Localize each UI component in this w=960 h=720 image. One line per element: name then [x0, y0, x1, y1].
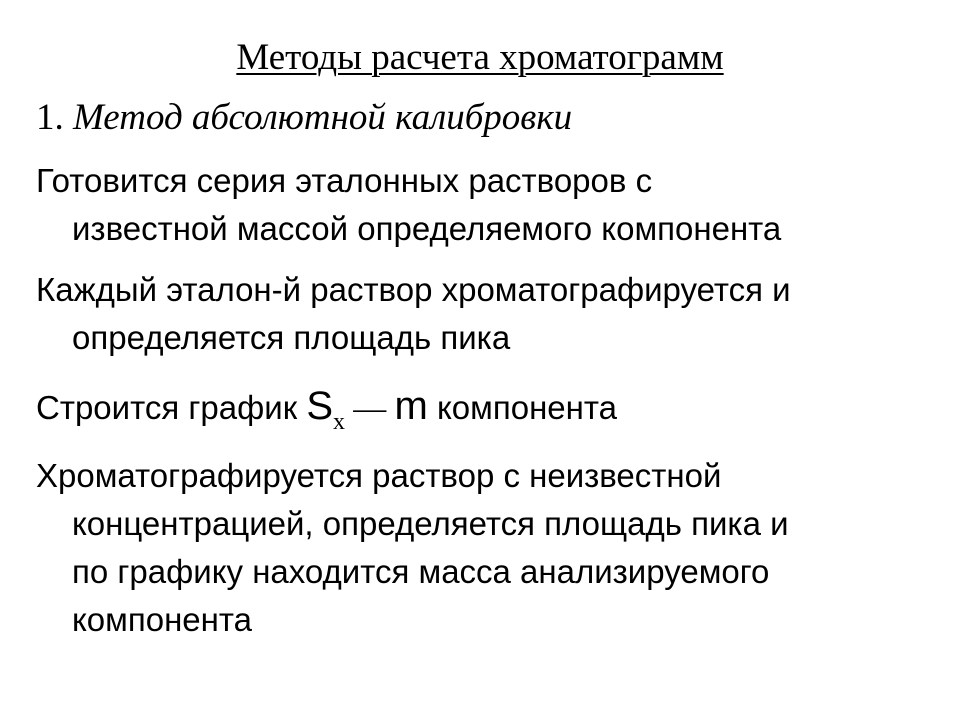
paragraph-line: определяется площадь пика: [72, 319, 511, 356]
paragraph-line: Каждый эталон-й раствор хроматографируется и: [36, 271, 791, 308]
paragraph-chromatograph-standards: [36, 266, 936, 362]
slide-title: Методы расчета хроматограмм: [236, 37, 724, 78]
paragraph-build-graph: [36, 382, 936, 436]
method-name: Метод абсолютной калибровки: [73, 97, 573, 138]
graph-suffix: компонента: [427, 389, 617, 426]
method-heading: [36, 96, 572, 140]
paragraph-line: Готовится серия эталонных растворов с: [36, 162, 653, 199]
paragraph-line: известной массой определяемого компонента: [72, 210, 782, 247]
paragraph-analyze-unknown: [36, 452, 936, 644]
paragraph-line: по графику находится масса анализируемого: [72, 553, 770, 590]
paragraph-line: Хроматографируется раствор с неизвестной: [36, 457, 722, 494]
method-number: 1.: [36, 97, 73, 138]
paragraph-line: компонента: [72, 601, 252, 638]
paragraph-line: концентрацией, определяется площадь пика и: [72, 505, 789, 542]
symbol-area: S: [306, 384, 333, 428]
paragraph-prepare-standards: [36, 157, 936, 253]
graph-prefix: Строится график: [36, 389, 307, 426]
em-dash: —: [345, 391, 395, 427]
symbol-mass: m: [394, 384, 428, 428]
symbol-subscript: x: [333, 409, 345, 435]
